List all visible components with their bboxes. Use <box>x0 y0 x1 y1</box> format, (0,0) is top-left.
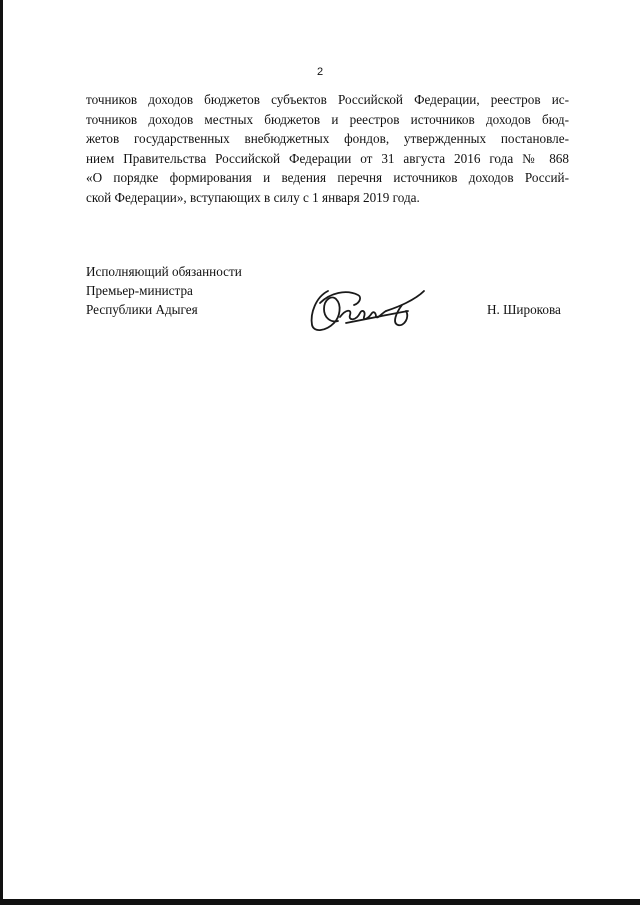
signatory-title <box>86 262 242 319</box>
scan-edge-left <box>0 0 3 905</box>
scan-edge-bottom <box>0 899 640 905</box>
body-line: ской Федерации», вступающих в силу с 1 января 2019 года. <box>86 189 420 205</box>
signatory-title-line: Исполняющий обязанности <box>86 264 242 279</box>
body-line: жетов государственных внебюджетных фондов, утвержденных постановле- <box>86 131 569 147</box>
body-line: нием Правительства Российской Федерации от 31 августа 2016 года № 868 <box>86 150 569 166</box>
handwritten-signature <box>306 283 428 335</box>
body-line: точников доходов бюджетов субъектов Российской Федерации, реестров ис- <box>86 92 569 107</box>
signatory-title-line: Республики Адыгея <box>86 302 198 317</box>
body-paragraph <box>86 90 569 208</box>
signatory-title-line: Премьер-министра <box>86 283 193 298</box>
body-line: точников доходов местных бюджетов и реестров источников доходов бюд- <box>86 111 569 127</box>
page-number: 2 <box>316 66 324 78</box>
body-line: «О порядке формирования и ведения перечня источников доходов Россий- <box>86 170 569 186</box>
signer-name: Н. Широкова <box>487 302 561 317</box>
